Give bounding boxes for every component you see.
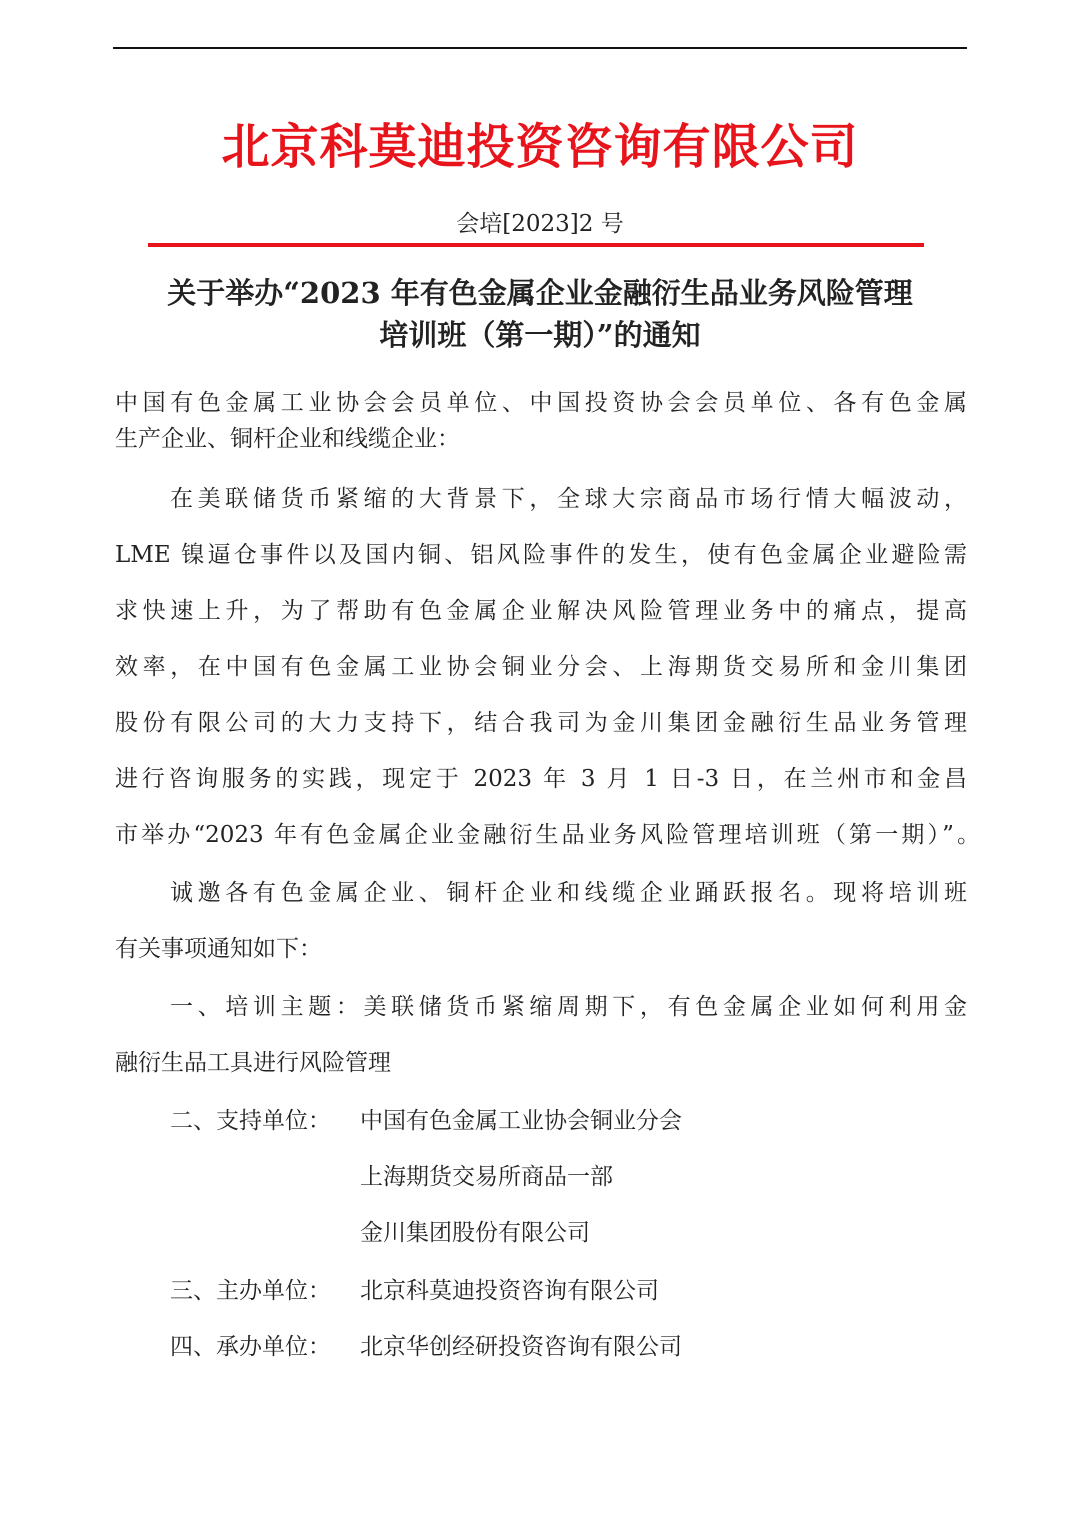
document-number: 会培[2023]2 号 bbox=[456, 211, 624, 237]
paragraph-1-line-4: 效率，在中国有色金属工业协会铜业分会、上海期货交易所和金川集团 bbox=[115, 654, 967, 680]
top-rule bbox=[113, 47, 967, 49]
red-divider bbox=[148, 243, 924, 247]
item-2-label: 二、支持单位： bbox=[170, 1108, 331, 1134]
paragraph-1-line-1: 在美联储货币紧缩的大背景下，全球大宗商品市场行情大幅波动， bbox=[170, 486, 967, 512]
item-1-line-1: 一、培训主题：美联储货币紧缩周期下，有色金属企业如何利用金 bbox=[170, 994, 967, 1020]
organizer-unit: 北京科莫迪投资咨询有限公司 bbox=[360, 1278, 659, 1304]
item-1-line-2: 融衍生品工具进行风险管理 bbox=[115, 1050, 391, 1076]
paragraph-1-line-7: 市举办“2023 年有色金属企业金融衍生品业务风险管理培训班（第一期）”。 bbox=[115, 822, 980, 848]
paragraph-2-line-2: 有关事项通知如下： bbox=[115, 936, 322, 962]
support-unit-2: 上海期货交易所商品一部 bbox=[360, 1164, 613, 1190]
host-unit: 北京华创经研投资咨询有限公司 bbox=[360, 1334, 682, 1360]
support-unit-1: 中国有色金属工业协会铜业分会 bbox=[360, 1108, 682, 1134]
paragraph-1-line-5: 股份有限公司的大力支持下，结合我司为金川集团金融衍生品业务管理 bbox=[115, 710, 967, 736]
paragraph-2-line-1: 诚邀各有色金属企业、铜杆企业和线缆企业踊跃报名。现将培训班 bbox=[170, 880, 967, 906]
notice-title-line-2: 培训班（第一期）”的通知 bbox=[379, 318, 701, 352]
paragraph-1-line-3: 求快速上升，为了帮助有色金属企业解决风险管理业务中的痛点，提高 bbox=[115, 598, 967, 624]
paragraph-1-line-2: LME 镍逼仓事件以及国内铜、铝风险事件的发生，使有色金属企业避险需 bbox=[115, 542, 967, 568]
company-title: 北京科莫迪投资咨询有限公司 bbox=[221, 119, 859, 175]
support-unit-3: 金川集团股份有限公司 bbox=[360, 1220, 590, 1246]
item-4-label: 四、承办单位： bbox=[170, 1334, 331, 1360]
addressee-line-1: 中国有色金属工业协会会员单位、中国投资协会会员单位、各有色金属 bbox=[115, 390, 967, 416]
notice-title-line-1: 关于举办“2023 年有色金属企业金融衍生品业务风险管理 bbox=[167, 276, 913, 310]
addressee-line-2: 生产企业、铜杆企业和线缆企业： bbox=[115, 426, 460, 452]
item-3-label: 三、主办单位： bbox=[170, 1278, 331, 1304]
paragraph-1-line-6: 进行咨询服务的实践，现定于 2023 年 3 月 1 日-3 日，在兰州市和金昌 bbox=[115, 766, 967, 792]
